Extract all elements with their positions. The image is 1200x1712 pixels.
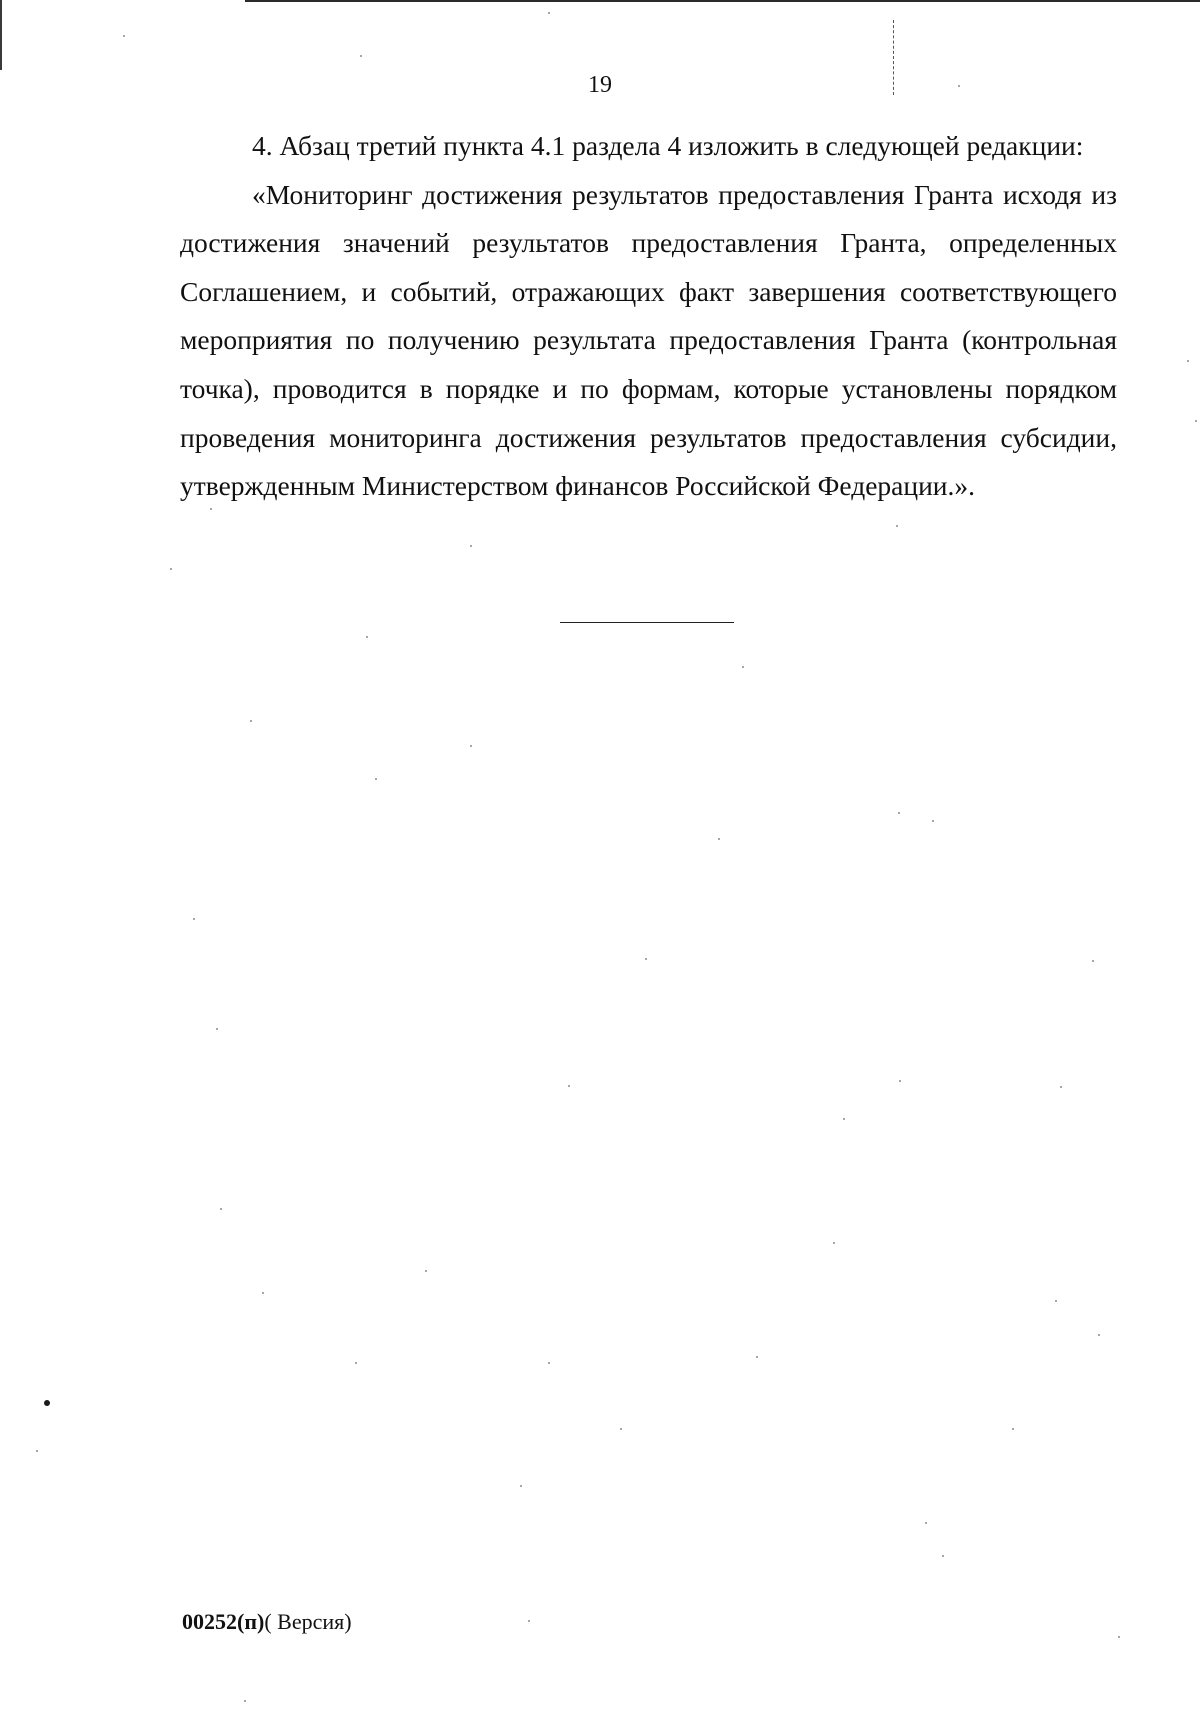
scan-speck xyxy=(548,1362,550,1364)
scan-top-border xyxy=(245,0,1200,2)
scan-speck xyxy=(1060,1086,1062,1088)
scan-speck xyxy=(718,838,720,840)
scan-speck xyxy=(123,35,125,37)
scan-speck xyxy=(360,55,362,57)
scan-speck xyxy=(170,568,172,570)
scan-speck xyxy=(958,85,960,87)
footer-version: ( Версия) xyxy=(264,1609,352,1634)
scan-speck xyxy=(645,958,647,960)
scan-speck xyxy=(1055,1300,1057,1302)
scan-speck xyxy=(375,778,377,780)
scan-speck xyxy=(36,1450,38,1452)
scan-speck xyxy=(756,1356,758,1358)
scan-speck xyxy=(942,1555,944,1557)
scan-speck xyxy=(896,525,898,527)
paragraph-amendment-instruction: 4. Абзац третий пункта 4.1 раздела 4 изложить в следующей редакции: xyxy=(252,130,1084,161)
footer-document-code xyxy=(182,1608,352,1636)
document-body xyxy=(180,122,1117,511)
scan-speck xyxy=(548,12,550,14)
scan-speck xyxy=(366,636,368,638)
scan-speck xyxy=(250,720,252,722)
scan-speck xyxy=(1098,1334,1100,1336)
scan-speck xyxy=(244,1700,246,1702)
scan-speck xyxy=(520,1485,522,1487)
scan-speck xyxy=(833,1242,835,1244)
scan-speck xyxy=(1187,360,1189,362)
scan-speck xyxy=(742,666,744,668)
scan-speck xyxy=(925,1522,927,1524)
scan-ink-dot xyxy=(44,1400,50,1406)
page-number: 19 xyxy=(588,72,612,98)
scan-speck xyxy=(1092,960,1094,962)
scan-speck xyxy=(1012,1428,1014,1430)
scan-speck xyxy=(899,1080,901,1082)
scan-speck xyxy=(932,820,934,822)
scan-speck xyxy=(568,1085,570,1087)
scan-speck xyxy=(1118,1636,1120,1638)
scan-speck xyxy=(620,1428,622,1430)
paragraph-amended-text: «Мониторинг достижения результатов предоставления Гранта исходя из достижения значений результатов предоставления Гранта, определенных Соглашением, и событий, отражающих факт завершения соответствующего мероприятия по получению результата предоставления Гранта (контрольная точка), проводится в порядке и по формам, которые установлены порядком проведения мониторинга достижения результатов предоставления субсидии, утвержденным Министерством финансов Российской Федерации.». xyxy=(180,178,1117,502)
scan-speck xyxy=(470,745,472,747)
scan-speck xyxy=(216,1028,218,1030)
scan-speck xyxy=(425,1270,427,1272)
scan-speck xyxy=(210,508,212,510)
scan-speck xyxy=(262,1292,264,1294)
scan-speck xyxy=(355,1362,357,1364)
scan-speck xyxy=(220,1208,222,1210)
end-separator-line xyxy=(560,622,734,623)
scan-speck xyxy=(843,1118,845,1120)
scan-speck xyxy=(470,545,472,547)
scan-speck xyxy=(193,918,195,920)
footer-code: 00252(п) xyxy=(182,1609,265,1634)
scan-speck xyxy=(898,812,900,814)
scan-speck xyxy=(528,1620,530,1622)
scan-speck xyxy=(1195,420,1197,422)
scan-left-border xyxy=(0,0,2,70)
